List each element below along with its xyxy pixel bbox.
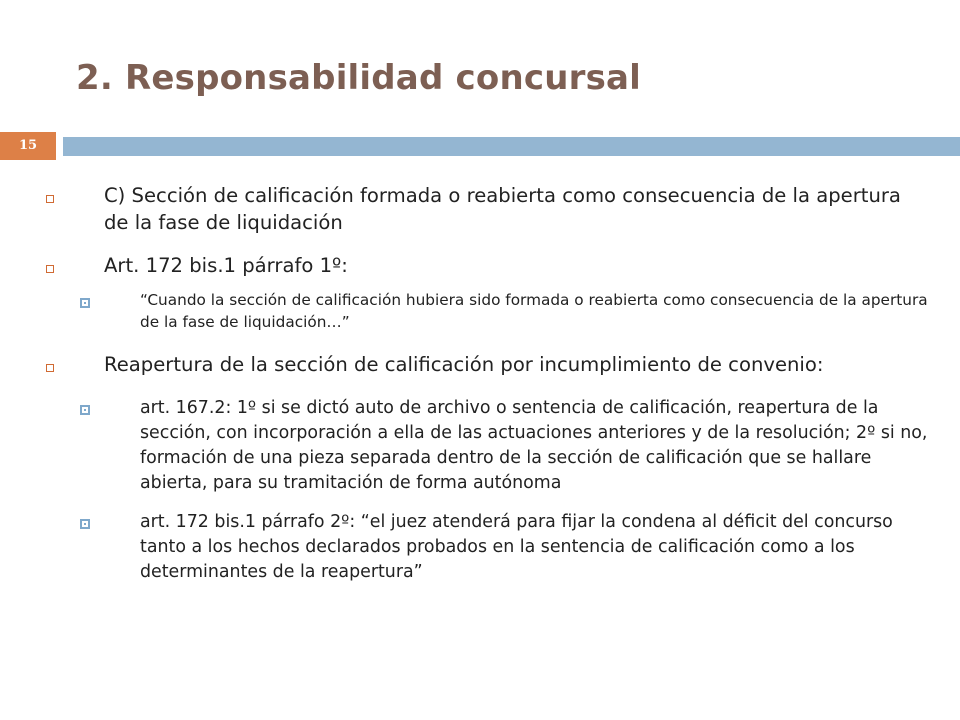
sub-bullet-item	[0, 510, 960, 585]
bullet-text: C) Sección de calificación formada o reabierta como consecuencia de la apertura de la fase de liquidación	[104, 184, 901, 234]
sub-bullet-item	[0, 396, 960, 496]
square-sub-bullet-icon	[80, 519, 90, 529]
square-bullet-icon	[46, 195, 54, 203]
bullet-item	[0, 252, 960, 279]
square-bullet-icon	[46, 364, 54, 372]
square-sub-bullet-icon	[80, 298, 90, 308]
sub-bullet-text: art. 172 bis.1 párrafo 2º: “el juez atenderá para fijar la condena al déficit del concurso tanto a los hechos declarados probados en la sentencia de calificación como a los determinantes de la reapertura”	[140, 512, 893, 582]
sub-bullet-text: art. 167.2: 1º si se dictó auto de archivo o sentencia de calificación, reapertura de la sección, con incorporación a ella de las actuaciones anteriores y de la resolución; 2º si no, formación de una pieza separada dentro de la sección de calificación que se hallare abierta, para su tramitación de forma autónoma	[140, 398, 928, 493]
header-accent-bar	[63, 137, 960, 156]
sub-bullet-item	[0, 289, 960, 333]
sub-bullet-text: “Cuando la sección de calificación hubiera sido formada o reabierta como consecuencia de la apertura de la fase de liquidación…”	[140, 291, 928, 331]
bullet-text: Reapertura de la sección de calificación por incumplimiento de convenio:	[104, 353, 824, 376]
bullet-item	[0, 182, 960, 236]
bullet-item	[0, 351, 960, 378]
square-sub-bullet-icon	[80, 405, 90, 415]
square-bullet-icon	[46, 265, 54, 273]
page-number-badge: 15	[0, 132, 56, 160]
bullet-list	[0, 182, 960, 585]
bullet-text: Art. 172 bis.1 párrafo 1º:	[104, 254, 348, 277]
slide-title: 2. Responsabilidad concursal	[76, 58, 642, 98]
